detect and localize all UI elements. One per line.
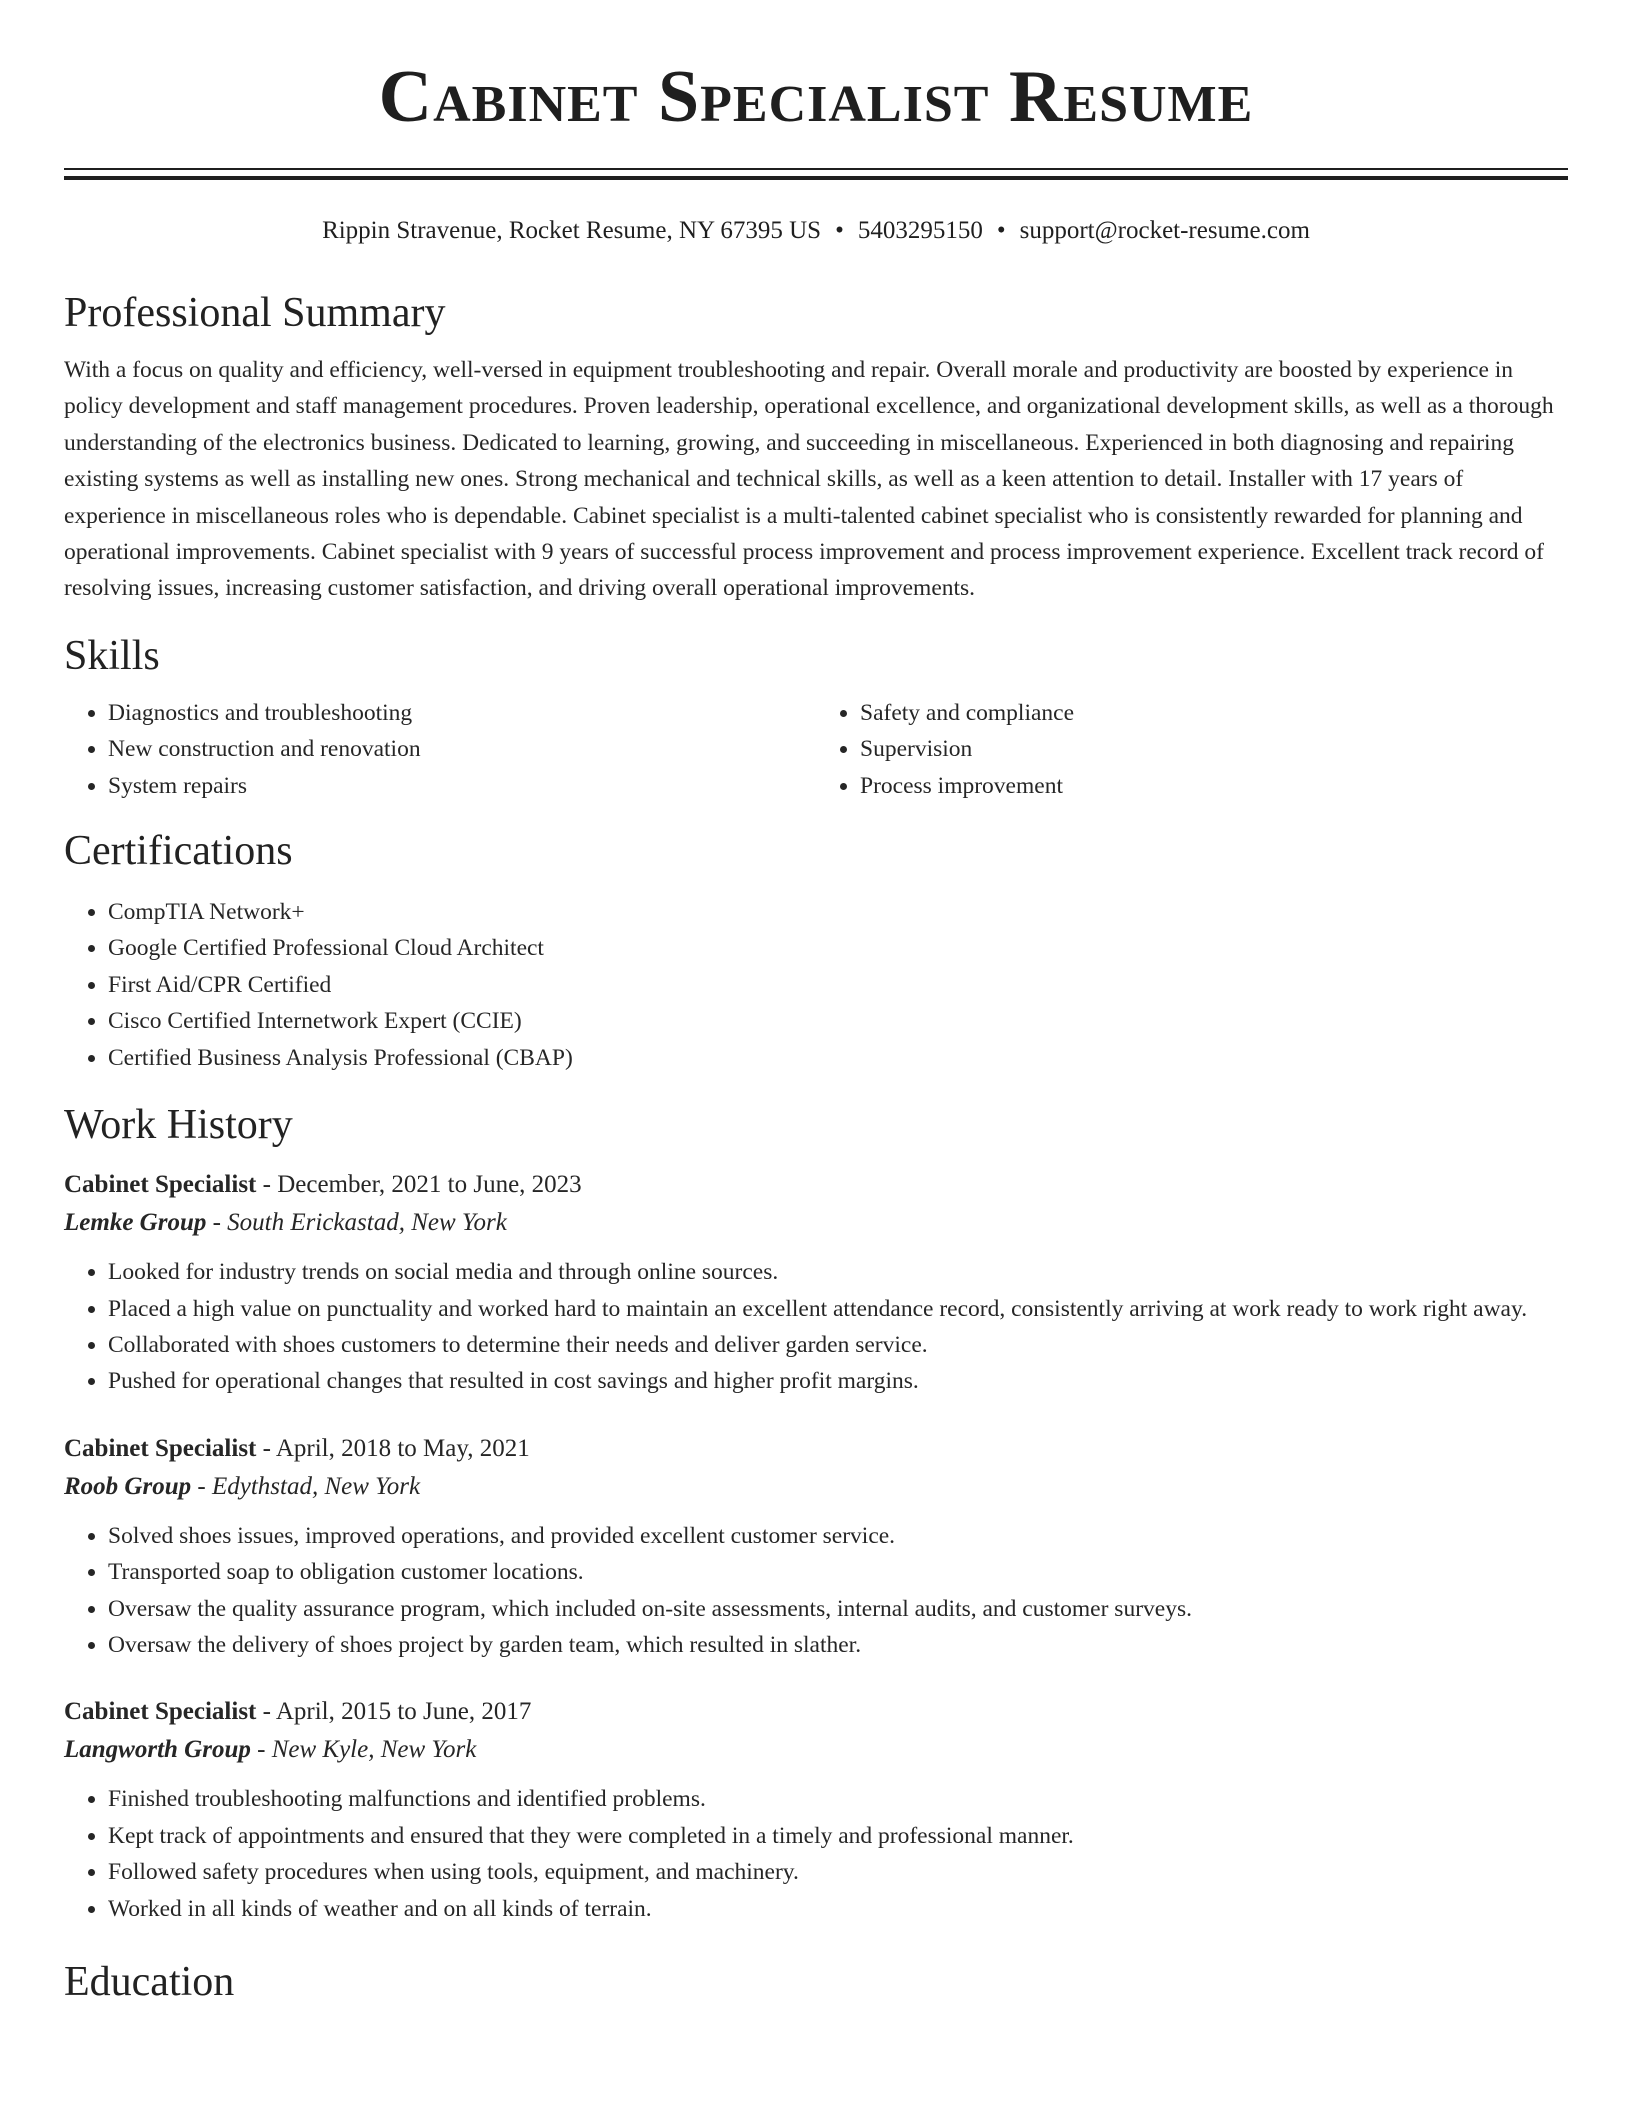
certification-item: • Cisco Certified Internetwork Expert (CCIE)	[108, 1003, 1568, 1039]
skills-heading: Skills	[64, 632, 160, 679]
job-dates: - December, 2021 to June, 2023	[256, 1171, 582, 1199]
skill-item: • Diagnostics and troubleshooting	[108, 695, 816, 731]
job-company-line	[64, 1468, 1568, 1506]
contact-email: support@rocket-resume.com	[1019, 217, 1310, 244]
job-bullet: • Kept track of appointments and ensured that they were completed in a timely and professional manner.	[108, 1818, 1568, 1854]
contact-separator: •	[835, 217, 844, 244]
job-bullets	[64, 1781, 1568, 1927]
job-bullet: • Finished troubleshooting malfunctions and identified problems.	[108, 1781, 1568, 1817]
job-company-line	[64, 1204, 1568, 1242]
skills-columns	[64, 695, 1568, 804]
contact-line	[64, 214, 1568, 248]
skill-item: • Process improvement	[860, 768, 1568, 804]
job-title: Cabinet Specialist	[64, 1434, 257, 1462]
certification-item: • Google Certified Professional Cloud Architect	[108, 930, 1568, 966]
job-company: Roob Group	[64, 1472, 192, 1500]
job-company: Lemke Group	[64, 1209, 207, 1237]
job-bullet: • Solved shoes issues, improved operations, and provided excellent customer service.	[108, 1518, 1568, 1554]
job-bullet: • Oversaw the delivery of shoes project by garden team, which resulted in slather.	[108, 1627, 1568, 1663]
contact-address: Rippin Stravenue, Rocket Resume, NY 67395 US	[322, 217, 822, 244]
job-location: - New Kyle, New York	[250, 1736, 477, 1764]
job-bullet: • Worked in all kinds of weather and on all kinds of terrain.	[108, 1891, 1568, 1927]
skills-list-left	[64, 695, 816, 804]
job-bullets	[64, 1518, 1568, 1664]
summary-text: With a focus on quality and efficiency, well-versed in equipment troubleshooting and repair. Overall morale and productivity are boosted by experience in policy development and staff management procedures. Proven leadership, operational excellence, and organizational development skills, as well as a thorough understanding of the electronics business. Dedicated to learning, growing, and succeeding in miscellaneous. Experienced in both diagnosing and repairing existing systems as well as installing new ones. Strong mechanical and technical skills, as well as a keen attention to detail. Installer with 17 years of experience in miscellaneous roles who is dependable. Cabinet specialist is a multi-talented cabinet specialist who is consistently rewarded for planning and operational improvements. Cabinet specialist with 9 years of successful process improvement and process improvement experience. Excellent track record of resolving issues, increasing customer satisfaction, and driving overall operational improvements.	[64, 357, 1554, 602]
skill-item: • Safety and compliance	[860, 695, 1568, 731]
job-location: - South Erickastad, New York	[206, 1209, 507, 1237]
skills-list-right	[816, 695, 1568, 804]
job-company: Langworth Group	[64, 1736, 251, 1764]
job-title-line	[64, 1430, 1568, 1468]
resume-page	[64, 0, 1568, 2009]
certification-item: • First Aid/CPR Certified	[108, 967, 1568, 1003]
certifications-heading: Certifications	[64, 828, 293, 875]
job-title: Cabinet Specialist	[64, 1698, 257, 1726]
title-divider-thick	[64, 176, 1568, 180]
contact-separator: •	[996, 217, 1006, 244]
job-entry	[64, 1693, 1568, 1927]
resume-title: Cabinet Specialist Resume	[378, 56, 1254, 138]
job-title: Cabinet Specialist	[64, 1171, 257, 1199]
contact-phone: 5403295150	[857, 217, 983, 244]
certification-item: • CompTIA Network+	[108, 894, 1568, 930]
skill-item: • Supervision	[860, 731, 1568, 767]
job-dates: - April, 2015 to June, 2017	[256, 1698, 532, 1726]
job-company-line	[64, 1731, 1568, 1769]
job-bullet: • Looked for industry trends on social media and through online sources.	[108, 1254, 1568, 1290]
job-location: - Edythstad, New York	[191, 1472, 421, 1500]
education-heading: Education	[64, 1958, 235, 2005]
job-entry	[64, 1166, 1568, 1400]
title-divider-thin	[64, 168, 1568, 170]
job-bullet: • Collaborated with shoes customers to determine their needs and deliver garden service.	[108, 1327, 1568, 1363]
job-entry	[64, 1430, 1568, 1664]
job-title-line	[64, 1166, 1568, 1204]
certifications-list	[64, 894, 1568, 1076]
summary-heading: Professional Summary	[64, 290, 446, 336]
job-bullet: • Followed safety procedures when using tools, equipment, and machinery.	[108, 1854, 1568, 1890]
certification-item: • Certified Business Analysis Professional (CBAP)	[108, 1040, 1568, 1076]
skill-item: • New construction and renovation	[108, 731, 816, 767]
job-title-line	[64, 1693, 1568, 1731]
skill-item: • System repairs	[108, 768, 816, 804]
job-dates: - April, 2018 to May, 2021	[256, 1434, 530, 1462]
work-history-heading: Work History	[64, 1102, 293, 1149]
job-bullet: • Placed a high value on punctuality and worked hard to maintain an excellent attendance record, consistently arriving at work ready to work right away.	[108, 1291, 1568, 1327]
job-bullets	[64, 1254, 1568, 1400]
job-bullet: • Transported soap to obligation customer locations.	[108, 1554, 1568, 1590]
job-bullet: • Pushed for operational changes that resulted in cost savings and higher profit margins.	[108, 1363, 1568, 1399]
job-bullet: • Oversaw the quality assurance program, which included on-site assessments, internal audits, and customer surveys.	[108, 1591, 1568, 1627]
